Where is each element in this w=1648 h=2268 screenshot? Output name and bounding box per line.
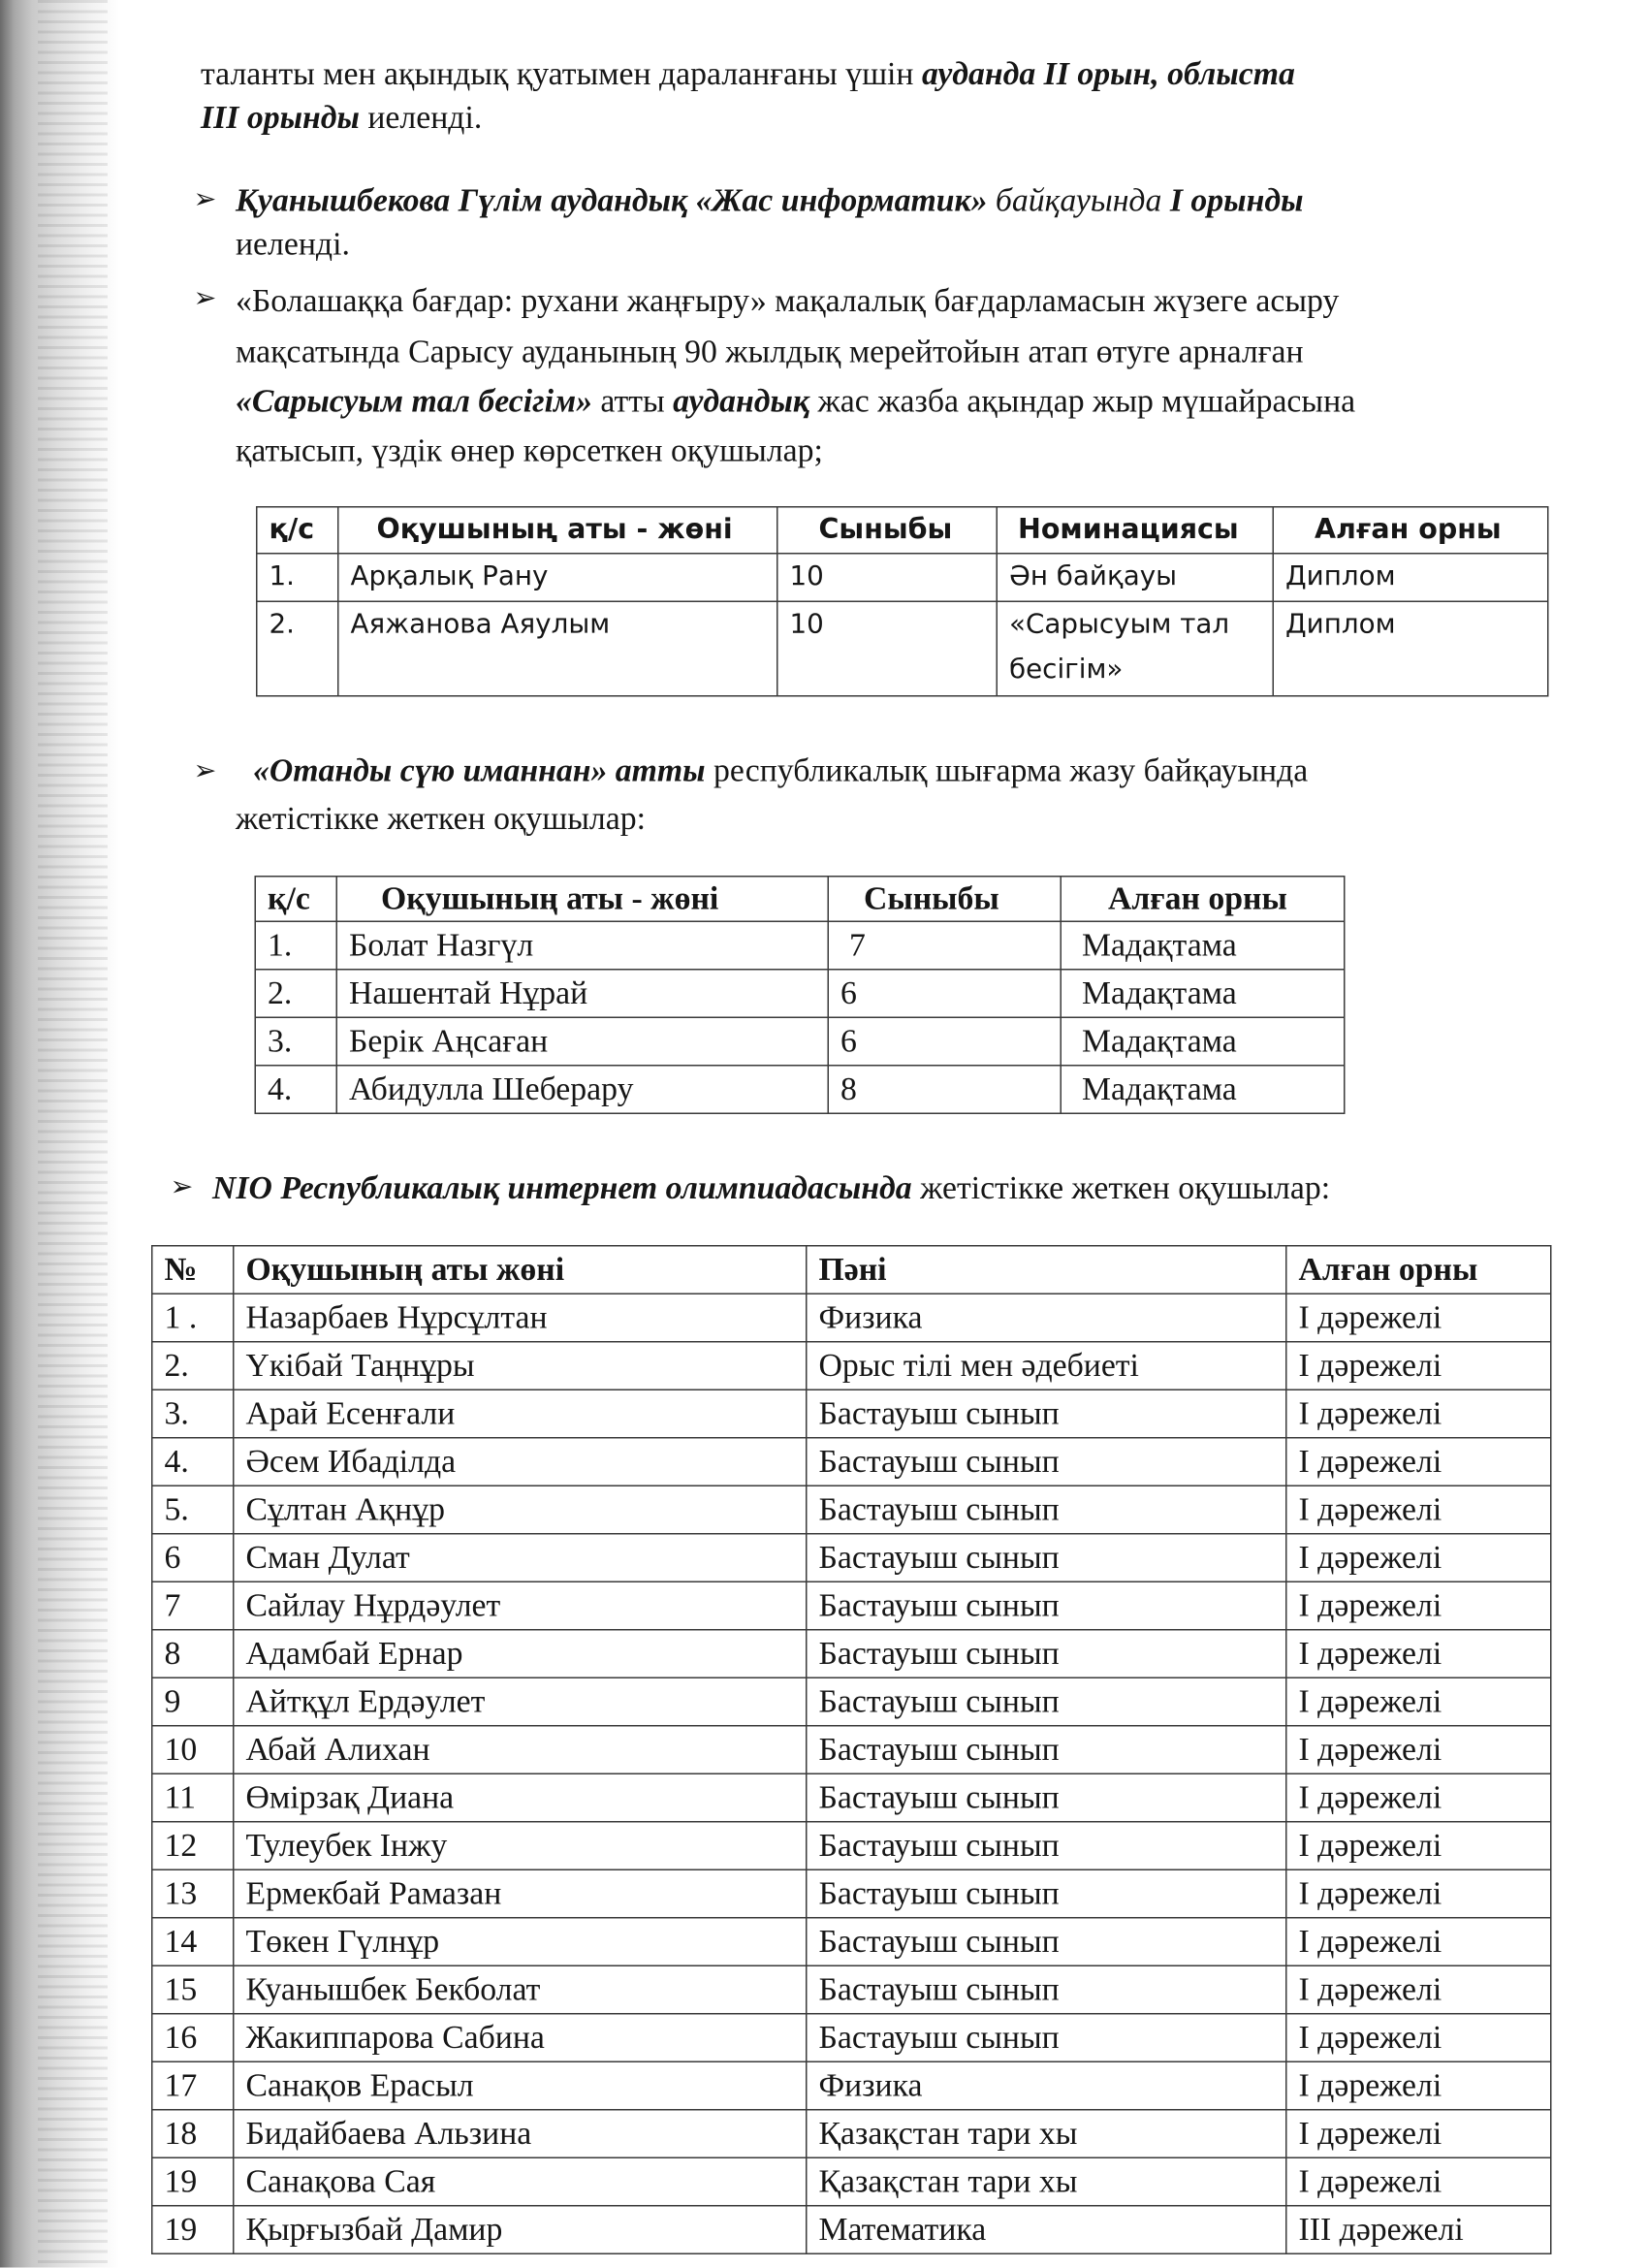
item-2-line-4: қатысып, үздік өнер көрсеткен оқушылар; [236,431,823,468]
intro-emphasis-2: ІІІ орынды [201,99,360,136]
table-cell: Назарбаев Нұрсұлтан [234,1294,807,1342]
table-olympiad-results [151,1245,1552,2254]
table-cell: І дәрежелі [1286,1390,1551,1438]
table-row [152,1822,1551,1870]
item-3-line-2: жетістікке жеткен оқушылар: [236,800,646,837]
table-cell: Мадақтама [1061,1066,1345,1114]
column-header: Алған орны [1273,507,1548,554]
table-row [152,1294,1551,1342]
table-essay-contest [255,876,1346,1114]
table-cell: Куанышбек Бекболат [234,1965,807,2014]
table-body [152,1246,1551,2254]
table-row [152,1726,1551,1774]
table-cell: 6 [828,970,1061,1018]
table-cell: Бастауыш сынып [807,1869,1286,1918]
table-cell: І дәрежелі [1286,1726,1551,1774]
column-header: қ/с [255,877,336,922]
column-header: қ/с [257,507,338,554]
table-cell: Математика [807,2206,1286,2254]
table-cell: Мадақтама [1061,1017,1345,1066]
intro-text-2: иеленді. [359,99,483,136]
table-cell: Бастауыш сынып [807,1726,1286,1774]
item-4-text: жетістікке жеткен оқушылар: [911,1169,1331,1206]
table-cell: І дәрежелі [1286,1677,1551,1726]
item-4-emphasis: NIO Республикалық интернет олимпиадасында [212,1169,912,1206]
table-cell: І дәрежелі [1286,1869,1551,1918]
table-cell: 4. [255,1066,336,1114]
column-header: Оқушының аты - жөні [336,877,828,922]
table-cell: І дәрежелі [1286,1773,1551,1822]
table-cell: 6 [828,1017,1061,1066]
table-cell: Қазақстан тари хы [807,2110,1286,2158]
table-cell: Бастауыш сынып [807,1773,1286,1822]
table-cell: 10 [152,1726,234,1774]
table-cell: 8 [828,1066,1061,1114]
table-row [152,2061,1551,2110]
table-cell: 12 [152,1822,234,1870]
table-cell: І дәрежелі [1286,1822,1551,1870]
table-row [255,1017,1345,1066]
table-header-row [152,1246,1551,1294]
table-cell: 10 [777,601,998,696]
table-cell: Санақова Сая [234,2157,807,2206]
table-cell: Болат Назгүл [336,921,828,970]
table-row [152,1869,1551,1918]
table-row [152,1390,1551,1438]
table-cell: Қырғызбай Дамир [234,2206,807,2254]
item-1-text: байқауында [987,181,1170,218]
intro-text: таланты мен ақындық қуатымен дараланғаны үшін [201,55,922,92]
intro-emphasis: ауданда ІІ орын, облыста [921,55,1295,92]
item-2-line-1: «Болашаққа бағдар: рухани жаңғыру» мақалалық бағдарламасын жүзеге асыру [236,282,1340,319]
item-2-title: «Сарысуым тал бесігім» [236,382,592,419]
table-cell: Арай Есенғали [234,1390,807,1438]
table-cell: Ән байқауы [997,554,1273,602]
table-cell: Төкен Гүлнұр [234,1918,807,1966]
table-cell: Бастауыш сынып [807,1918,1286,1966]
item-2-text-2: жас жазба ақындар жыр мүшайрасына [809,382,1356,419]
table-cell: І дәрежелі [1286,1630,1551,1678]
table-cell: 7 [828,921,1061,970]
column-header: Сыныбы [777,507,998,554]
table-cell: Сұлтан Ақнұр [234,1485,807,1534]
item-1-line-2: иеленді. [236,225,350,262]
table-cell: Бастауыш сынып [807,1485,1286,1534]
item-4-line-1 [212,1169,1331,1206]
table-cell: І дәрежелі [1286,1581,1551,1630]
table-row [152,2110,1551,2158]
table-cell: Физика [807,2061,1286,2110]
column-header: № [152,1246,234,1294]
table-cell: 2. [152,1342,234,1390]
arrow-bullet-icon: ➢ [193,183,217,215]
table-cell: 9 [152,1677,234,1726]
table-row [152,1918,1551,1966]
column-header: Оқушының аты жөні [234,1246,807,1294]
table-row [255,921,1345,970]
table-cell: І дәрежелі [1286,1342,1551,1390]
table-row [255,1066,1345,1114]
table-row [152,1965,1551,2014]
table-cell: 4. [152,1438,234,1486]
table-cell: 15 [152,1965,234,2014]
table-header-row [257,507,1548,554]
table-cell: І дәрежелі [1286,2061,1551,2110]
table-cell: Қазақстан тари хы [807,2157,1286,2206]
table-cell: Диплом [1273,554,1548,602]
item-1-place: І орынды [1169,181,1304,218]
item-2-level: аудандық [673,382,810,419]
item-1-line-1 [236,181,1304,218]
table-song-contest [256,506,1549,697]
table-row [152,2206,1551,2254]
table-cell: 1 . [152,1294,234,1342]
table-cell: 2. [255,970,336,1018]
table-cell: 17 [152,2061,234,2110]
table-row [257,554,1548,602]
table-cell: І дәрежелі [1286,1294,1551,1342]
table-cell: 19 [152,2157,234,2206]
item-3-emphasis: «Отанды сүю иманнан» атты [253,751,706,788]
column-header: Алған орны [1061,877,1345,922]
table-cell: «Сарысуым тал бесігім» [997,601,1273,696]
table-cell: Санақов Ерасыл [234,2061,807,2110]
table-row [152,1773,1551,1822]
table-cell: Бастауыш сынып [807,1677,1286,1726]
table-cell: 2. [257,601,338,696]
table-cell: 1. [255,921,336,970]
table-cell: Өмірзақ Диана [234,1773,807,1822]
table-row [152,1438,1551,1486]
table-row [152,1630,1551,1678]
table-cell: 6 [152,1534,234,1582]
arrow-bullet-icon: ➢ [193,282,217,314]
table-cell: І дәрежелі [1286,2110,1551,2158]
table-cell: І дәрежелі [1286,2014,1551,2062]
table-row [152,2157,1551,2206]
table-cell: 7 [152,1581,234,1630]
table-cell: 18 [152,2110,234,2158]
table-cell: Бастауыш сынып [807,1965,1286,2014]
table-cell: Берік Аңсаған [336,1017,828,1066]
column-header: Алған орны [1286,1246,1551,1294]
item-2-text: атты [591,382,674,419]
table-row [152,1534,1551,1582]
table-cell: Арқалық Рану [338,554,777,602]
column-header: Оқушының аты - жөні [338,507,777,554]
column-header: Сыныбы [828,877,1061,922]
table-cell: Бастауыш сынып [807,1390,1286,1438]
table-cell: Бастауыш сынып [807,2014,1286,2062]
column-header: Номинациясы [997,507,1273,554]
table-cell: Мадақтама [1061,921,1345,970]
table-cell: 8 [152,1630,234,1678]
table-cell: ІІІ дәрежелі [1286,2206,1551,2254]
table-cell: Үкібай Таңнұры [234,1342,807,1390]
table-cell: 16 [152,2014,234,2062]
table-cell: Әсем Ибаділда [234,1438,807,1486]
table-cell: І дәрежелі [1286,1485,1551,1534]
table-row [257,601,1548,696]
table-cell: Бастауыш сынып [807,1822,1286,1870]
table-header-row [255,877,1345,922]
table-row [152,1342,1551,1390]
table-cell: Бидайбаева Альзина [234,2110,807,2158]
table-cell: 1. [257,554,338,602]
intro-line-2 [201,99,483,136]
table-cell: Сайлау Нұрдәулет [234,1581,807,1630]
table-row [152,1581,1551,1630]
table-cell: І дәрежелі [1286,1534,1551,1582]
table-cell: Диплом [1273,601,1548,696]
table-cell: 11 [152,1773,234,1822]
table-row [152,1677,1551,1726]
table-row [152,1485,1551,1534]
item-2-line-3 [236,382,1356,419]
table-cell: Бастауыш сынып [807,1630,1286,1678]
item-3-text: республикалық шығарма жазу байқауында [705,751,1309,788]
table-cell: І дәрежелі [1286,1918,1551,1966]
table-cell: Айтқұл Ердәулет [234,1677,807,1726]
column-header: Пәні [807,1246,1286,1294]
table-cell: І дәрежелі [1286,1438,1551,1486]
table-cell: І дәрежелі [1286,1965,1551,2014]
table-cell: Адамбай Ернар [234,1630,807,1678]
item-2-line-2: мақсатында Сарысу ауданының 90 жылдық мерейтойын атап өтуге арналған [236,333,1304,369]
table-cell: Бастауыш сынып [807,1581,1286,1630]
table-cell: І дәрежелі [1286,2157,1551,2206]
table-cell: Ермекбай Рамазан [234,1869,807,1918]
table-cell: Орыс тілі мен әдебиеті [807,1342,1286,1390]
table-cell: Бастауыш сынып [807,1534,1286,1582]
table-cell: 3. [255,1017,336,1066]
table-cell: 5. [152,1485,234,1534]
table-cell: 13 [152,1869,234,1918]
table-cell: Аяжанова Аяулым [338,601,777,696]
table-cell: Жакиппарова Сабина [234,2014,807,2062]
intro-line-1 [201,55,1295,92]
arrow-bullet-icon: ➢ [193,754,217,787]
item-3-line-1 [253,751,1309,788]
table-cell: Абидулла Шеберару [336,1066,828,1114]
table-cell: Бастауыш сынып [807,1438,1286,1486]
table-cell: 19 [152,2206,234,2254]
table-cell: Мадақтама [1061,970,1345,1018]
table-cell: Тулеубек Інжу [234,1822,807,1870]
table-row [152,2014,1551,2062]
arrow-bullet-icon: ➢ [170,1170,194,1203]
scan-edge-texture [38,0,108,2268]
table-row [255,970,1345,1018]
table-cell: Нашентай Нұрай [336,970,828,1018]
table-cell: 14 [152,1918,234,1966]
table-cell: Физика [807,1294,1286,1342]
table-cell: 3. [152,1390,234,1438]
item-1-emphasis: Қуанышбекова Гүлім аудандық «Жас информатик» [236,181,988,218]
table-cell: Абай Алихан [234,1726,807,1774]
table-cell: Сман Дулат [234,1534,807,1582]
table-cell: 10 [777,554,998,602]
